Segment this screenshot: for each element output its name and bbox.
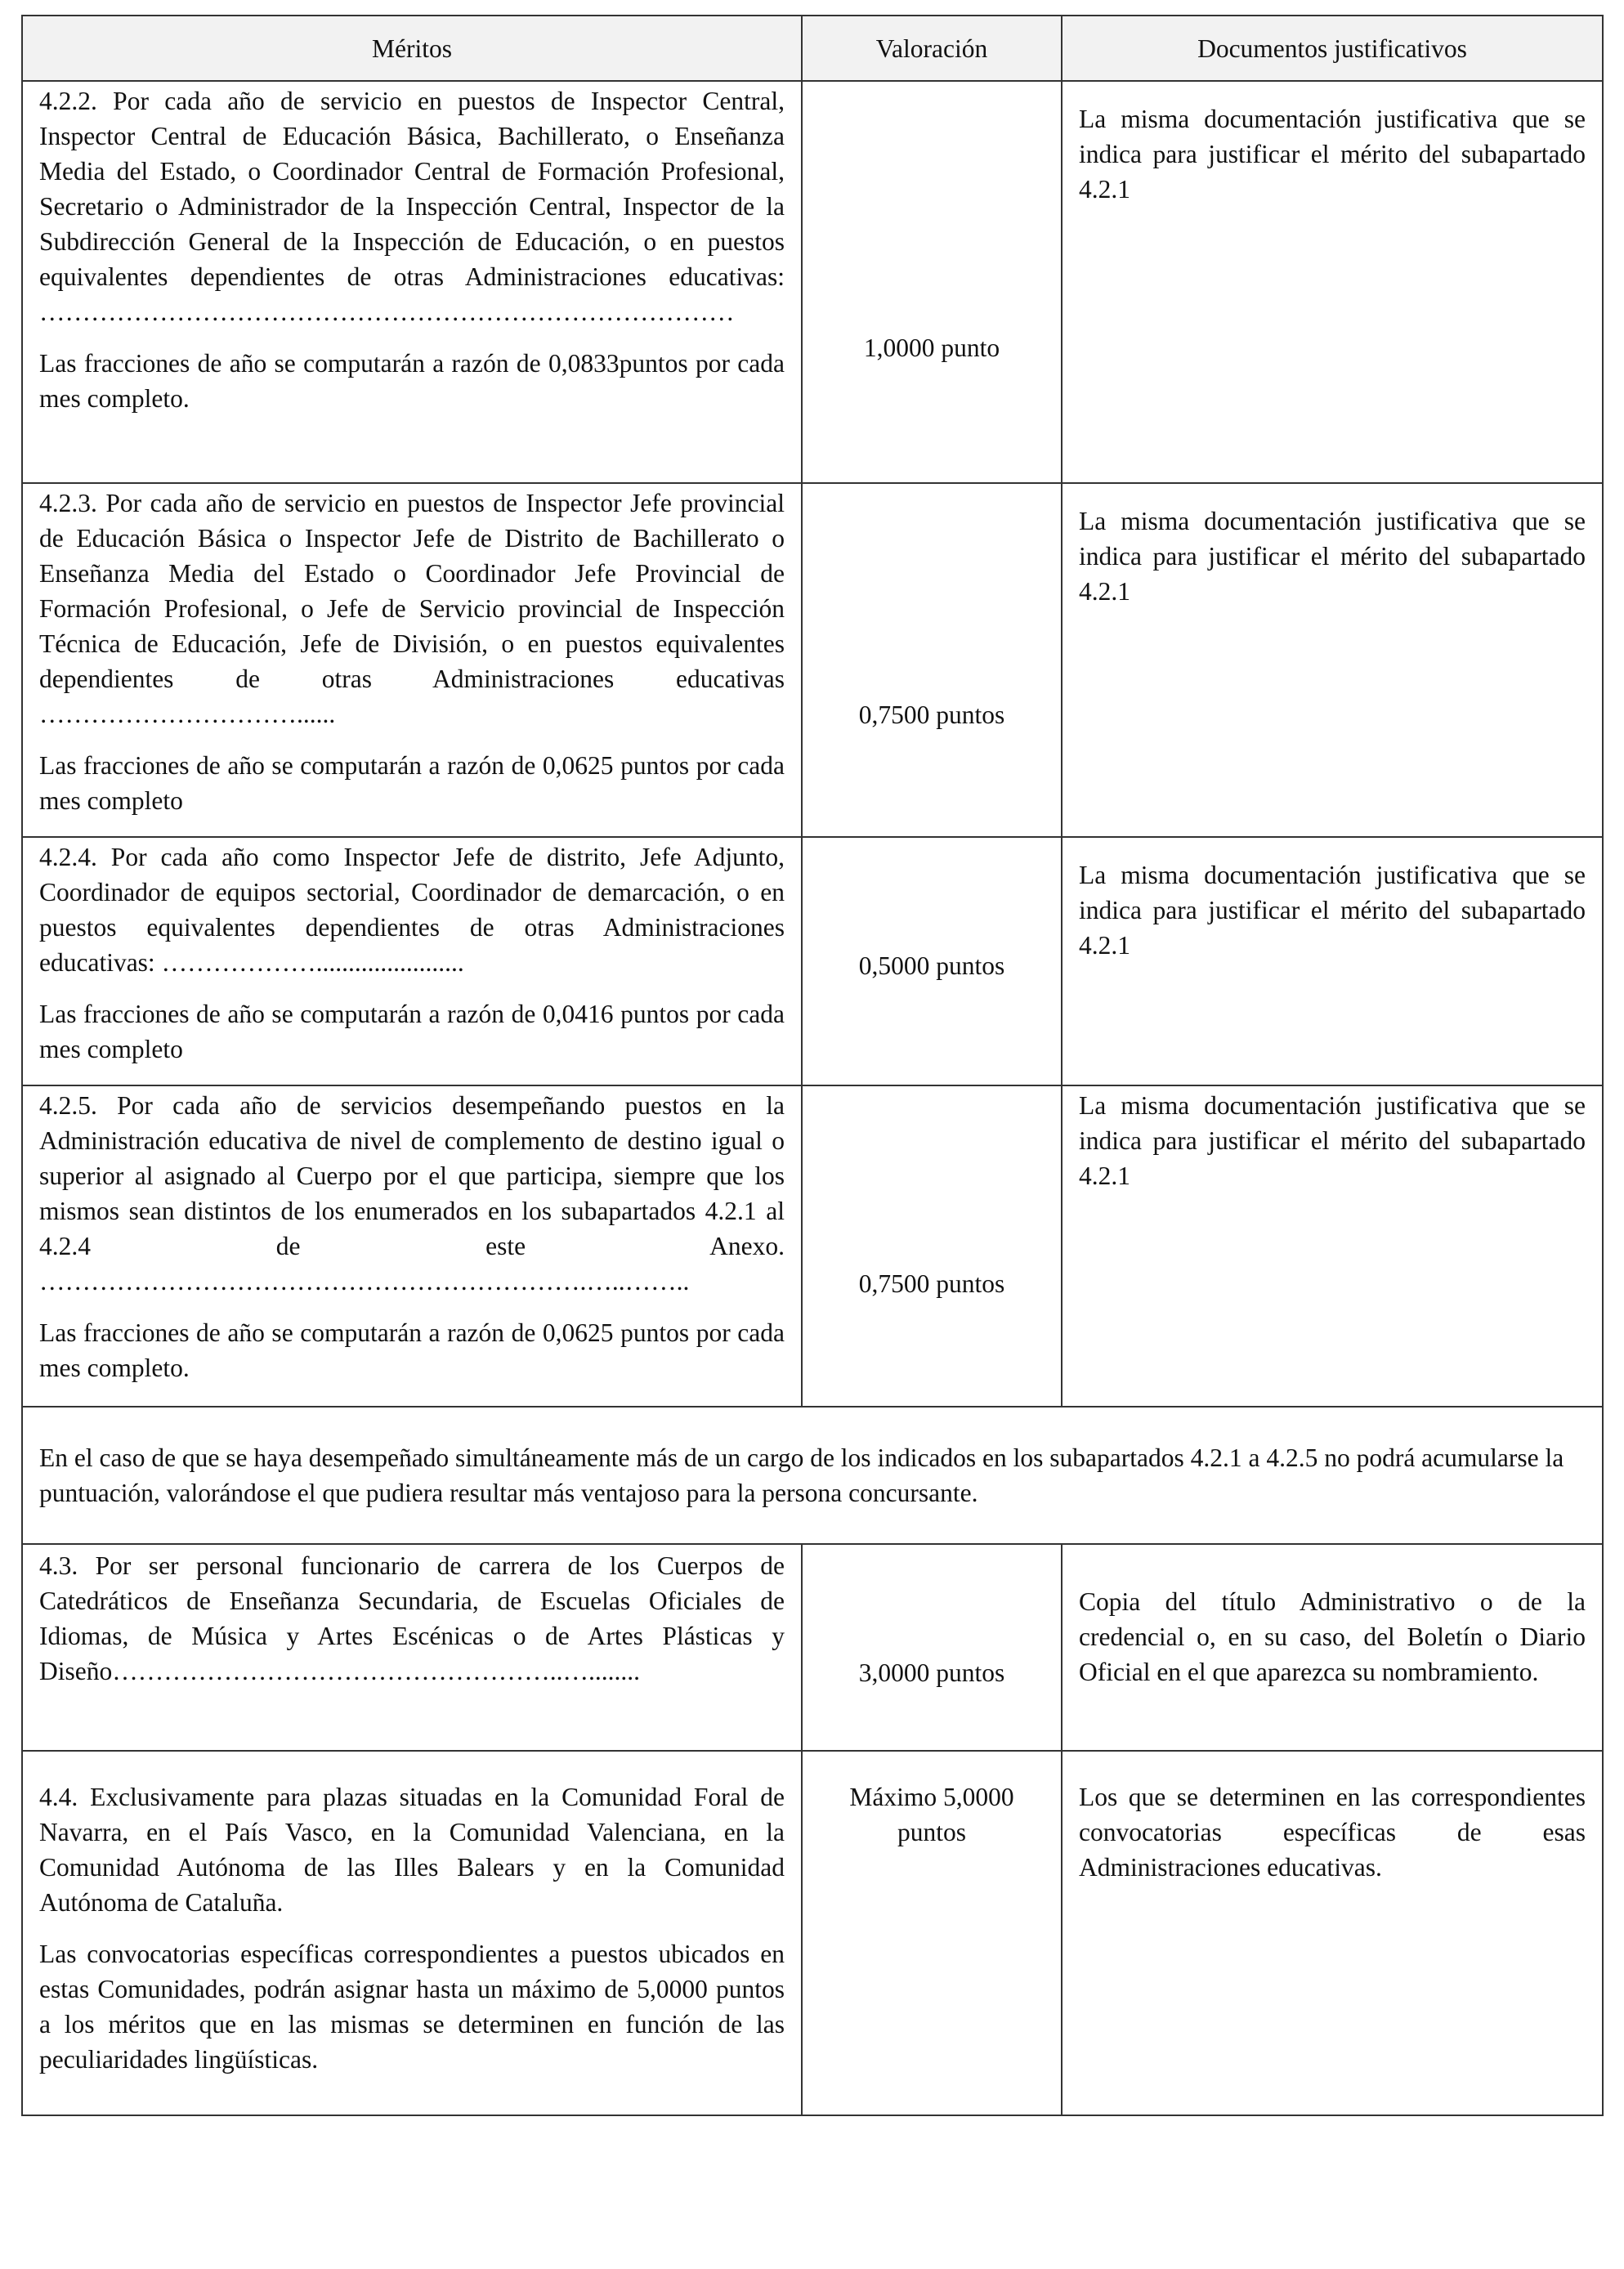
merit-fraction-text: Las fracciones de año se computarán a razón de 0,0625 puntos por cada mes completo. — [39, 1318, 785, 1382]
header-documentos: Documentos justificativos — [1062, 16, 1603, 81]
note-row — [22, 1407, 1603, 1544]
merit-cell — [22, 1751, 802, 2115]
merit-text: 4.2.3. Por cada año de servicio en puestos de Inspector Jefe provincial de Educación Básica o Inspector Jefe de Distrito de Bachillerato o Enseñanza Media del Estado o Coordinador Jefe Provincial de Formación Profesional, o Jefe de Servicio provincial de Inspección Técnica de Educación, Jefe de División, o en puestos equivalentes dependientes de otras Administraciones educativas …………………………...... — [39, 489, 785, 728]
merit-cell — [22, 483, 802, 837]
docs-cell: La misma documentación justificativa que se indica para justificar el mérito del subapartado 4.2.1 — [1062, 483, 1603, 837]
value-cell: 3,0000 puntos — [802, 1544, 1062, 1751]
merit-fraction-text: Las fracciones de año se computarán a razón de 0,0416 puntos por cada mes completo — [39, 1000, 785, 1063]
merits-table — [21, 15, 1604, 2116]
docs-cell: Los que se determinen en las correspondientes convocatorias específicas de esas Administraciones educativas. — [1062, 1751, 1603, 2115]
value-cell: 0,7500 puntos — [802, 1085, 1062, 1407]
docs-cell: La misma documentación justificativa que se indica para justificar el mérito del subapartado 4.2.1 — [1062, 837, 1603, 1085]
merit-fraction-text: Las fracciones de año se computarán a razón de 0,0625 puntos por cada mes completo — [39, 751, 785, 815]
header-meritos: Méritos — [22, 16, 802, 81]
value-cell: Máximo 5,0000 puntos — [802, 1751, 1062, 2115]
merit-detail-text: Las convocatorias específicas correspondientes a puestos ubicados en estas Comunidades, podrán asignar hasta un máximo de 5,0000 puntos a los méritos que en las mismas se determinen en función de las peculiaridades lingüísticas. — [39, 1940, 785, 2074]
docs-cell: La misma documentación justificativa que se indica para justificar el mérito del subapartado 4.2.1 — [1062, 81, 1603, 483]
merit-text: 4.2.5. Por cada año de servicios desempeñando puestos en la Administración educativa de nivel de complemento de destino igual o superior al asignado al Cuerpo por el que participa, siempre que los mismos sean distintos de los enumerados en los subapartados 4.2.1 al 4.2.4 de este Anexo. ……………………………………………………….…..…….. — [39, 1091, 785, 1296]
merit-text: 4.2.2. Por cada año de servicio en puestos de Inspector Central, Inspector Central de Educación Básica, Bachillerato, o Enseñanza Media del Estado, o Coordinador Central de Formación Profesional, Secretario o Administrador de la Inspección Central, Inspector de la Subdirección General de la Inspección de Educación, o en puestos equivalentes dependientes de otras Administraciones educativas: ……………………………………………………………………… — [39, 87, 785, 326]
header-valoracion: Valoración — [802, 16, 1062, 81]
note-text: En el caso de que se haya desempeñado simultáneamente más de un cargo de los indicados en los subapartados 4.2.1 a 4.2.5 no podrá acumularse la puntuación, valorándose el que pudiera resultar más ventajoso para la persona concursante. — [22, 1407, 1603, 1544]
table-row — [22, 483, 1603, 837]
table-row — [22, 1751, 1603, 2115]
merit-cell — [22, 1085, 802, 1407]
merit-text: 4.3. Por ser personal funcionario de carrera de los Cuerpos de Catedráticos de Enseñanza Secundaria, de Escuelas Oficiales de Idiomas, de Música y Artes Escénicas o de Artes Plásticas y Diseño……………………………………………..…........ — [39, 1551, 785, 1685]
value-cell: 1,0000 punto — [802, 81, 1062, 483]
docs-cell: La misma documentación justificativa que se indica para justificar el mérito del subapartado 4.2.1 — [1062, 1085, 1603, 1407]
value-cell: 0,5000 puntos — [802, 837, 1062, 1085]
table-row — [22, 81, 1603, 483]
merit-text: 4.4. Exclusivamente para plazas situadas en la Comunidad Foral de Navarra, en el País Vasco, en la Comunidad Valenciana, en la Comunidad Autónoma de las Illes Balears y en la Comunidad Autónoma de Cataluña. — [39, 1783, 785, 1917]
merit-cell — [22, 1544, 802, 1751]
table-row — [22, 1085, 1603, 1407]
merit-text: 4.2.4. Por cada año como Inspector Jefe de distrito, Jefe Adjunto, Coordinador de equipos sectorial, Coordinador de demarcación, o en puestos equivalentes dependientes de otras Administraciones educativas: ………………....................... — [39, 843, 785, 977]
value-cell: 0,7500 puntos — [802, 483, 1062, 837]
merit-fraction-text: Las fracciones de año se computarán a razón de 0,0833puntos por cada mes completo. — [39, 349, 785, 413]
table-header — [22, 16, 1603, 81]
merit-cell — [22, 81, 802, 483]
table-row — [22, 1544, 1603, 1751]
table-row — [22, 837, 1603, 1085]
docs-cell: Copia del título Administrativo o de la credencial o, en su caso, del Boletín o Diario Oficial en el que aparezca su nombramiento. — [1062, 1544, 1603, 1751]
merit-cell — [22, 837, 802, 1085]
